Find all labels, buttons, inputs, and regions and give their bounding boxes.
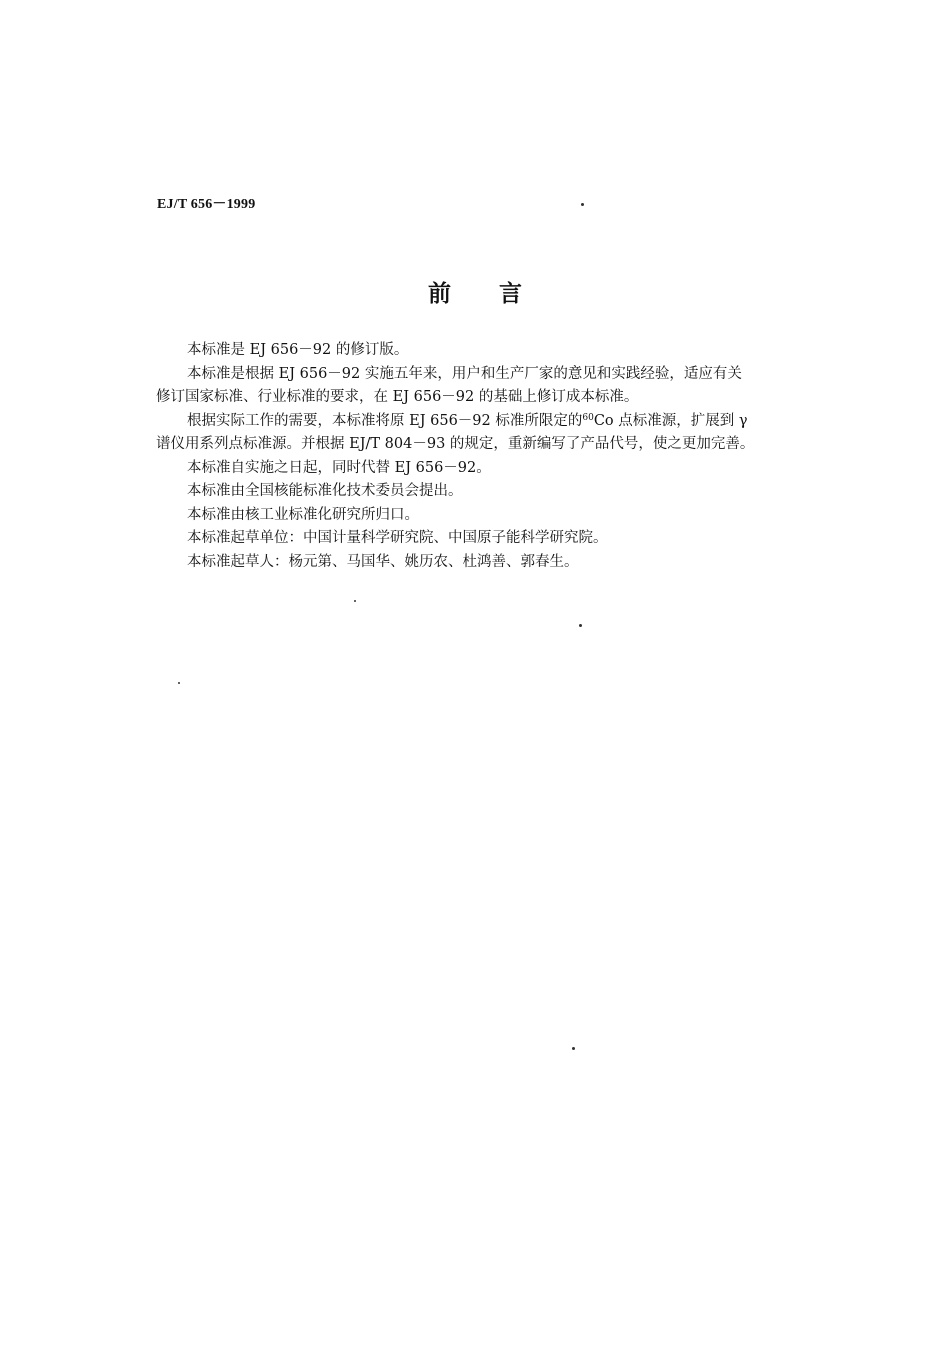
title-char-2: 言 <box>499 281 522 307</box>
standard-code: EJ/T 656－1999 <box>157 197 256 212</box>
paragraph-8: 本标准起草人：杨元第、马国华、姚历农、杜鸿善、郭春生。 <box>187 553 579 570</box>
scan-speck <box>579 624 582 627</box>
paragraph-2-line-1: 本标准是根据 EJ 656－92 实施五年来，用户和生产厂家的意见和实践经验，适应有关 <box>187 365 742 382</box>
paragraph-3-line-1 <box>156 410 806 434</box>
paragraph-3-text-b: Co 点标准源，扩展到 γ <box>593 412 748 429</box>
paragraph-3-line-2: 谱仪用系列点标准源。并根据 EJ/T 804－93 的规定，重新编写了产品代号，使之更加完善。 <box>156 436 755 452</box>
scan-speck <box>581 203 584 206</box>
scan-speck <box>572 1047 575 1050</box>
scan-speck <box>178 682 180 684</box>
isotope-mass-number: 60 <box>582 412 594 423</box>
foreword-body <box>156 339 806 574</box>
title-char-1: 前 <box>428 281 451 307</box>
page-title <box>0 275 950 308</box>
paragraph-3 <box>156 410 806 457</box>
paragraph-7: 本标准起草单位：中国计量科学研究院、中国原子能科学研究院。 <box>187 530 608 546</box>
paragraph-6: 本标准由核工业标准化研究所归口。 <box>187 506 419 523</box>
paragraph-5: 本标准由全国核能标准化技术委员会提出。 <box>187 483 463 499</box>
paragraph-2 <box>156 363 806 410</box>
paragraph-2-line-2: 修订国家标准、行业标准的要求，在 EJ 656－92 的基础上修订成本标准。 <box>156 389 639 405</box>
scan-speck <box>354 600 356 602</box>
paragraph-3-text-a: 根据实际工作的需要，本标准将原 EJ 656－92 标准所限定的 <box>187 412 583 429</box>
paragraph-1: 本标准是 EJ 656－92 的修订版。 <box>187 342 409 358</box>
paragraph-4: 本标准自实施之日起，同时代替 EJ 656－92。 <box>187 459 491 476</box>
